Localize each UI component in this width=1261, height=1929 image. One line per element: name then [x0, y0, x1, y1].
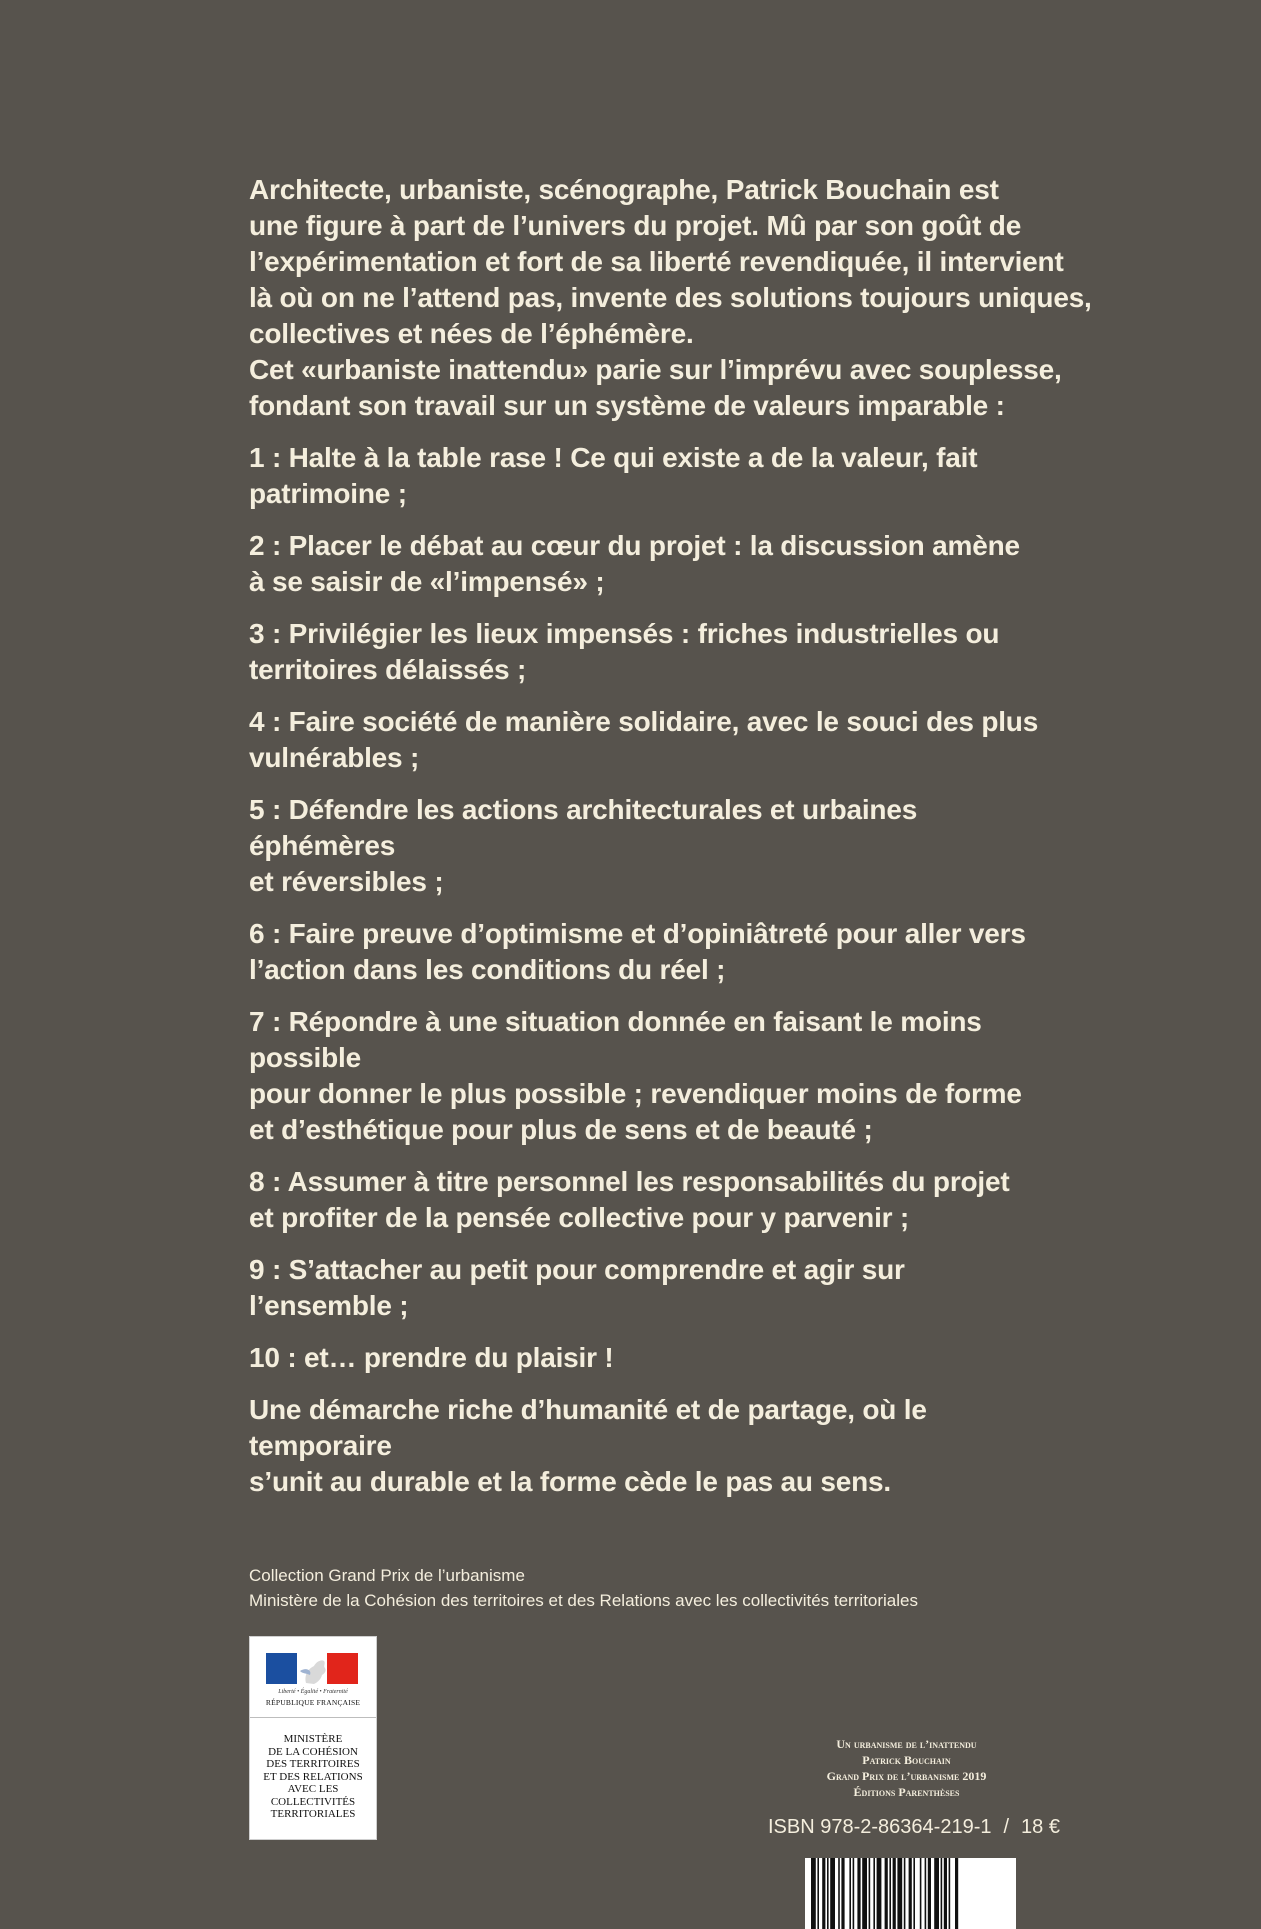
value-item-6	[249, 916, 1049, 988]
barcode-bar	[841, 1858, 844, 1929]
value-item-4	[249, 704, 1049, 776]
barcode-bar	[889, 1858, 891, 1929]
outro-paragraph	[249, 1392, 1049, 1500]
barcode-bar	[811, 1858, 816, 1929]
value-line: 2 : Placer le débat au cœur du projet : la discussion amène	[249, 530, 1020, 561]
ministry-name: Ministère de la Cohésion des territoires et des Relations avec les collectivités territoriales	[249, 1591, 918, 1610]
value-line: 1 : Halte à la table rase ! Ce qui existe a de la valeur, fait	[249, 442, 978, 473]
ministry-line: ET DES RELATIONS	[263, 1770, 363, 1783]
barcode-bar	[838, 1858, 840, 1929]
intro-line: Cet «urbaniste inattendu» parie sur l’imprévu avec souplesse,	[249, 354, 1062, 385]
value-line: l’action dans les conditions du réel ;	[249, 954, 726, 985]
republic-name: RÉPUBLIQUE FRANÇAISE	[265, 1698, 361, 1707]
barcode-bar	[862, 1858, 867, 1929]
value-line: 6 : Faire preuve d’optimisme et d’opiniâtreté pour aller vers	[249, 918, 1026, 949]
value-line: patrimoine ;	[249, 478, 407, 509]
values-list	[249, 440, 1049, 1376]
barcode-icon	[805, 1858, 1016, 1929]
barcode-bar	[830, 1858, 835, 1929]
ministry-line: DE LA COHÉSION	[268, 1745, 358, 1758]
value-item-10	[249, 1340, 1049, 1376]
value-line: pour donner le plus possible ; revendiquer moins de forme	[249, 1078, 1022, 1109]
barcode-bar	[944, 1858, 947, 1929]
value-item-7	[249, 1004, 1049, 1148]
outro-line: s’unit au durable et la forme cède le pas au sens.	[249, 1466, 891, 1497]
barcode-bar	[849, 1858, 851, 1929]
ministry-line: DES TERRITOIRES	[266, 1758, 360, 1770]
barcode-bar	[853, 1858, 855, 1929]
barcode-bar	[857, 1858, 860, 1929]
intro-line: là où on ne l’attend pas, invente des solutions toujours uniques,	[249, 282, 1092, 313]
isbn-separator: /	[1003, 1816, 1010, 1838]
intro-line: l’expérimentation et fort de sa liberté revendiquée, il intervient	[249, 246, 1064, 277]
barcode-bar	[925, 1858, 927, 1929]
intro-line: une figure à part de l’univers du projet. Mû par son goût de	[249, 210, 1022, 241]
collection-info	[249, 1563, 918, 1613]
marianne-icon	[266, 1653, 358, 1684]
barcode-bar	[920, 1858, 922, 1929]
ministry-line: TERRITORIALES	[270, 1808, 356, 1820]
barcode-bar	[909, 1858, 912, 1929]
ministry-line: AVEC LES	[287, 1783, 339, 1795]
value-line: 7 : Répondre à une situation donnée en faisant le moins possible	[249, 1006, 982, 1073]
value-line: 8 : Assumer à titre personnel les responsabilités du projet	[249, 1166, 1010, 1197]
value-line: vulnérables ;	[249, 742, 420, 773]
back-cover-text	[249, 172, 1092, 1500]
value-line: à se saisir de «l’impensé» ;	[249, 566, 605, 597]
ministry-title	[250, 1733, 376, 1821]
barcode-bar	[941, 1858, 943, 1929]
value-item-5	[249, 792, 1049, 900]
value-line: 5 : Défendre les actions architecturales et urbaines éphémères	[249, 794, 918, 861]
republic-motto: Liberté • Égalité • Fraternité	[278, 1689, 348, 1695]
value-line: territoires délaissés ;	[249, 654, 527, 685]
value-item-8	[249, 1164, 1049, 1236]
value-line: 10 : et… prendre du plaisir !	[249, 1342, 614, 1373]
ministry-logo	[249, 1636, 377, 1840]
collection-name: Collection Grand Prix de l’urbanisme	[249, 1566, 525, 1585]
barcode-bar	[934, 1858, 939, 1929]
barcode-bar	[885, 1858, 888, 1929]
value-item-3	[249, 616, 1049, 688]
book-publisher: Éditions Parenthèses	[853, 1785, 960, 1799]
barcode-bar	[949, 1858, 951, 1929]
value-line: et d’esthétique pour plus de sens et de beauté ;	[249, 1114, 873, 1145]
value-item-2	[249, 528, 1049, 600]
value-line: 4 : Faire société de manière solidaire, avec le souci des plus	[249, 706, 1039, 737]
value-item-9	[249, 1252, 1049, 1324]
intro-paragraph	[249, 172, 1092, 424]
outro-line: Une démarche riche d’humanité et de partage, où le temporaire	[249, 1394, 927, 1461]
intro-line: fondant son travail sur un système de valeurs imparable :	[249, 390, 1005, 421]
intro-line: collectives et nées de l’éphémère.	[249, 318, 694, 349]
barcode-bar	[869, 1858, 871, 1929]
value-item-1	[249, 440, 1049, 512]
value-line: 9 : S’attacher au petit pour comprendre et agir sur l’ensemble ;	[249, 1254, 905, 1321]
book-author: Patrick Bouchain	[862, 1753, 951, 1767]
barcode-bar	[827, 1858, 829, 1929]
barcode-bar	[904, 1858, 906, 1929]
barcode-bar	[873, 1858, 875, 1929]
logo-divider	[250, 1717, 376, 1718]
intro-line: Architecte, urbaniste, scénographe, Patrick Bouchain est	[249, 174, 999, 205]
price: 18 €	[1021, 1816, 1060, 1838]
isbn: ISBN 978-2-86364-219-1	[768, 1816, 992, 1838]
colophon	[764, 1736, 1049, 1800]
value-line: et réversibles ;	[249, 866, 444, 897]
value-line: 3 : Privilégier les lieux impensés : friches industrielles ou	[249, 618, 1000, 649]
value-line: et profiter de la pensée collective pour y parvenir ;	[249, 1202, 910, 1233]
ministry-line: MINISTÈRE	[283, 1733, 343, 1745]
isbn-price-line	[768, 1816, 1060, 1839]
barcode-bar	[877, 1858, 882, 1929]
barcode-bar	[955, 1858, 958, 1929]
barcode-bar	[817, 1858, 819, 1929]
barcode-bar	[897, 1858, 902, 1929]
ministry-line: COLLECTIVITÉS	[270, 1795, 356, 1808]
barcode-bar	[928, 1858, 931, 1929]
book-title: Un urbanisme de l’inattendu	[836, 1737, 977, 1751]
book-prize: Grand Prix de l’urbanisme 2019	[826, 1769, 987, 1783]
barcode-bar	[893, 1858, 896, 1929]
barcode-bar	[822, 1858, 825, 1929]
barcode-bar	[913, 1858, 915, 1929]
